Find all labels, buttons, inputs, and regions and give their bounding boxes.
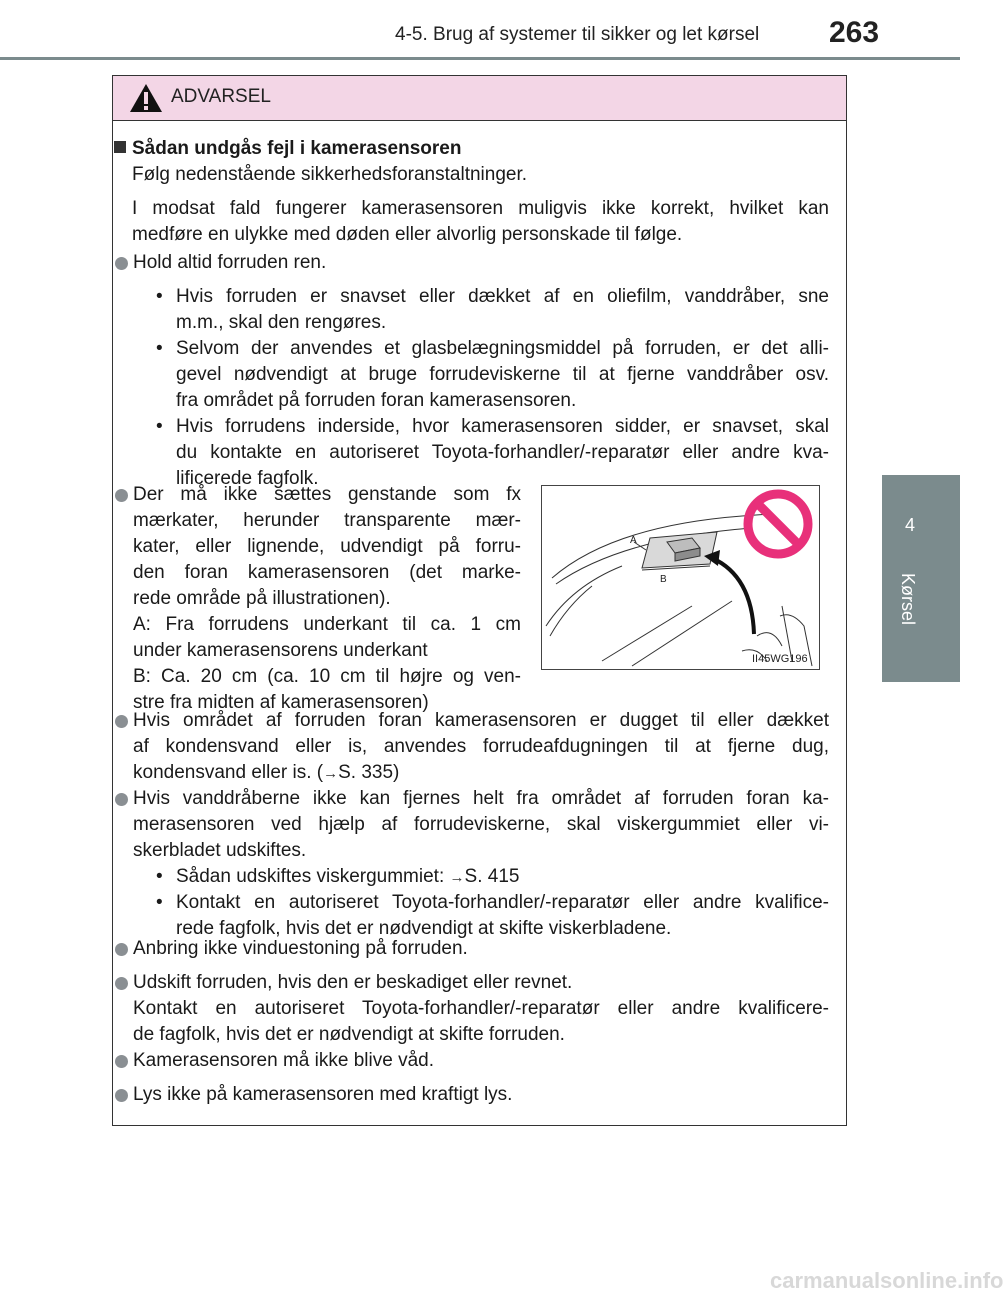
sub-item-line: fra området på forruden foran kamerasensoren. xyxy=(176,390,577,411)
list-item-line: Hvis vanddråberne ikke kan fjernes helt fra området af forruden foran ka- xyxy=(133,788,829,809)
sub-bullet: • xyxy=(156,338,163,359)
warning-title: ADVARSEL xyxy=(171,86,271,107)
illustration-code: II45WG196 xyxy=(752,653,808,665)
sub-item-line: m.m., skal den rengøres. xyxy=(176,312,387,333)
sub-item-line xyxy=(176,864,519,891)
list-item-line: Der må ikke sættes genstande som fx xyxy=(133,484,521,505)
list-item-line xyxy=(133,760,399,787)
list-item-line: Kontakt en autoriseret Toyota-forhandler/-reparatør eller andre kvalificere- xyxy=(133,998,829,1019)
bullet-dot-icon xyxy=(115,489,128,502)
bullet-dot-icon xyxy=(115,977,128,990)
list-item-line: Hvis området af forruden foran kamerasensoren er dugget til eller dækket xyxy=(133,710,829,731)
intro-paragraph-line: I modsat fald fungerer kamerasensoren muligvis ikke korrekt, hvilket kan xyxy=(132,198,829,219)
list-item-line: den foran kamerasensoren (det marke- xyxy=(133,562,521,583)
windshield-camera-illustration xyxy=(541,485,820,670)
bullet-dot-icon xyxy=(115,1055,128,1068)
bullet-dot-icon xyxy=(115,1089,128,1102)
list-item: Hold altid forruden ren. xyxy=(133,252,327,273)
bullet-dot-icon xyxy=(115,257,128,270)
warning-header xyxy=(113,76,846,121)
sub-item-line: lificerede fagfolk. xyxy=(176,468,319,489)
list-item-line: rede område på illustrationen). xyxy=(133,588,391,609)
bullet-dot-icon xyxy=(115,793,128,806)
list-item-line: de fagfolk, hvis det er nødvendigt at skifte forruden. xyxy=(133,1024,565,1045)
list-item-line: af kondensvand eller is, anvendes forrudeafdugningen til at fjerne dug, xyxy=(133,736,829,757)
sub-bullet: • xyxy=(156,866,163,887)
sub-item-line: gevel nødvendigt at bruge forrudeviskerne til at fjerne vanddråber osv. xyxy=(176,364,829,385)
sub-item-text: Sådan udskiftes viskergummiet: xyxy=(176,866,450,887)
list-item-line: under kamerasensorens underkant xyxy=(133,640,428,661)
section-heading xyxy=(114,136,461,162)
list-item-line: skerbladet udskiftes. xyxy=(133,840,307,861)
list-item-line: B: Ca. 20 cm (ca. 10 cm til højre og ven- xyxy=(133,666,521,687)
sub-item-line: Selvom der anvendes et glasbelægningsmiddel på forruden, er det alli- xyxy=(176,338,829,359)
list-item: Anbring ikke vinduestoning på forruden. xyxy=(133,938,468,959)
section-title: 4-5. Brug af systemer til sikker og let kørsel xyxy=(395,24,760,45)
watermark: carmanualsonline.info xyxy=(770,1268,1004,1293)
chapter-side-tab xyxy=(882,475,960,682)
header-divider xyxy=(0,57,960,60)
sub-item-line: rede fagfolk, hvis det er nødvendigt at skifte viskerbladene. xyxy=(176,918,672,939)
sub-item-line: du kontakte en autoriseret Toyota-forhandler/-reparatør eller andre kva- xyxy=(176,442,829,463)
label-b: B xyxy=(660,574,667,585)
bullet-dot-icon xyxy=(115,943,128,956)
list-item-line: A: Fra forrudens underkant til ca. 1 cm xyxy=(133,614,521,635)
sub-bullet: • xyxy=(156,892,163,913)
sub-bullet: • xyxy=(156,416,163,437)
heading-text: Sådan undgås fejl i kamerasensoren xyxy=(132,138,462,159)
reference-prefix: kondensvand eller is. ( xyxy=(133,762,324,783)
chapter-label: Kørsel xyxy=(898,573,918,626)
reference-arrow-icon: → xyxy=(323,765,339,782)
intro-line: Følg nedenstående sikkerhedsforanstaltninger. xyxy=(132,164,528,185)
page-reference[interactable]: S. 335) xyxy=(338,762,400,783)
windshield-drawing xyxy=(542,486,819,669)
list-item: Kamerasensoren må ikke blive våd. xyxy=(133,1050,434,1071)
sub-item-line: Kontakt en autoriseret Toyota-forhandler/-reparatør eller andre kvalifice- xyxy=(176,892,829,913)
list-item-line: merasensoren ved hjælp af forrudeviskerne, skal viskergummiet eller vi- xyxy=(133,814,829,835)
page-reference[interactable]: S. 415 xyxy=(464,866,520,887)
sub-item-line: Hvis forrudens inderside, hvor kamerasensoren sidder, er snavset, skal xyxy=(176,416,829,437)
chapter-number: 4 xyxy=(904,515,915,535)
list-item-line: Udskift forruden, hvis den er beskadiget eller revnet. xyxy=(133,972,573,993)
list-item: Lys ikke på kamerasensoren med kraftigt lys. xyxy=(133,1084,513,1105)
intro-paragraph-line: medføre en ulykke med døden eller alvorlig personskade til følge. xyxy=(132,224,683,245)
page-number: 263 xyxy=(829,16,880,49)
sub-item-line: Hvis forruden er snavset eller dækket af en oliefilm, vanddråber, sne xyxy=(176,286,829,307)
reference-arrow-icon: → xyxy=(449,869,465,886)
list-item-line: stre fra midten af kamerasensoren) xyxy=(133,692,429,713)
bullet-dot-icon xyxy=(115,715,128,728)
list-item-line: mærkater, herunder transparente mær- xyxy=(133,510,521,531)
warning-triangle-icon xyxy=(129,83,163,113)
list-item-line: kater, eller lignende, udvendigt på forru- xyxy=(133,536,521,557)
label-a: A xyxy=(630,535,637,546)
square-bullet-icon xyxy=(114,141,126,153)
sub-bullet: • xyxy=(156,286,163,307)
